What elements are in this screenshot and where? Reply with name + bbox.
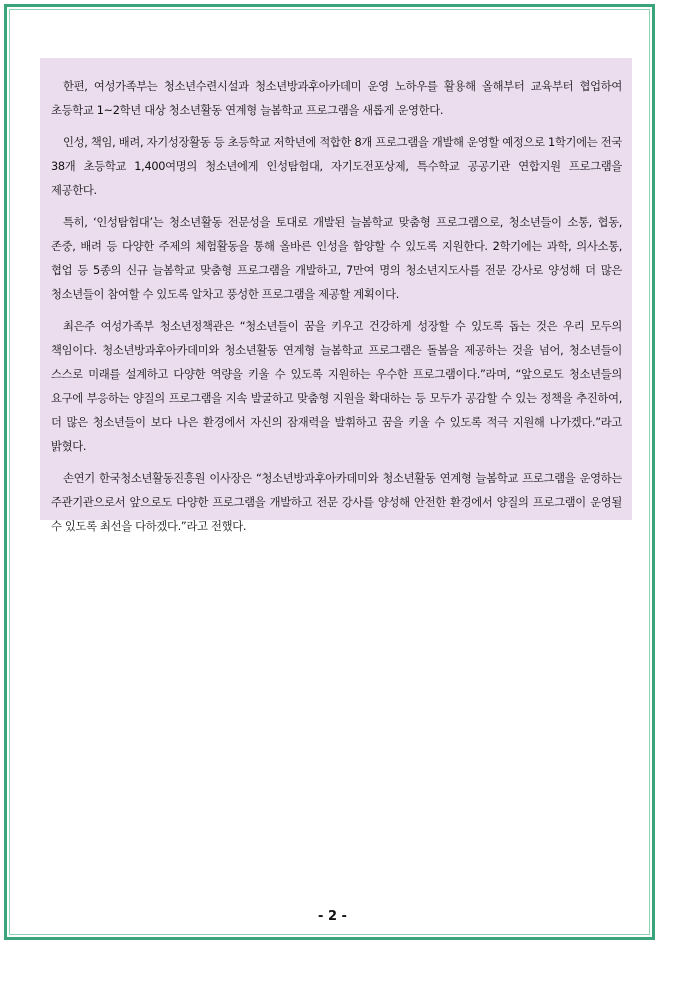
page-number: - 2 -: [318, 909, 347, 924]
paragraph-4: 최은주 여성가족부 청소년정책관은 “청소년들이 꿈을 키우고 건강하게 성장할 수 있도록 돕는 것은 우리 모두의 책임이다. 청소년방과후아카데미와 청소년활동 연계형 늘봄학교 프로그램은 돌봄을 제공하는 것을 넘어, 청소년들이 스스로 미래를 설계하고 다양한 역량을 키울 수 있도록 지원하는 우수한 프로그램이다.”라며, “앞으로도 청소년들의 요구에 부응하는 양질의 프로그램을 지속 발굴하고 맞춤형 지원을 확대하는 등 모두가 공감할 수 있는 정책을 추진하여, 더 많은 청소년들이 보다 나은 환경에서 자신의 잠재력을 발휘하고 꿈을 키울 수 있도록 적극 지원해 나가겠다.”라고 밝혔다.: [51, 320, 622, 453]
page-frame: [4, 4, 655, 940]
paragraph-3: 특히, ‘인성탐험대’는 청소년활동 전문성을 토대로 개발된 늘봄학교 맞춤형 프로그램으로, 청소년들이 소통, 협동, 존중, 배려 등 다양한 주제의 체험활동을 통해 올바른 인성을 함양할 수 있도록 지원한다. 2학기에는 과학, 의사소통, 협업 등 5종의 신규 늘봄학교 맞춤형 프로그램을 개발하고, 7만여 명의 청소년지도사를 전문 강사로 양성해 더 많은 청소년들이 참여할 수 있도록 알차고 풍성한 프로그램을 제공할 계획이다.: [51, 216, 622, 301]
paragraph-5: 손연기 한국청소년활동진흥원 이사장은 “청소년방과후아카데미와 청소년활동 연계형 늘봄학교 프로그램을 운영하는 주관기관으로서 앞으로도 다양한 프로그램을 개발하고 전문 강사를 양성해 안전한 환경에서 양질의 프로그램이 운영될 수 있도록 최선을 다하겠다.”라고 전했다.: [51, 472, 622, 533]
content-box: [40, 58, 632, 533]
paragraph-2: 인성, 책임, 배려, 자기성장활동 등 초등학교 저학년에 적합한 8개 프로그램을 개발해 운영할 예정으로 1학기에는 전국 38개 초등학교 1,400여명의 청소년에게 인성탐험대, 자기도전포상제, 특수학교 공공기관 연합지원 프로그램을 제공한다.: [51, 136, 622, 197]
paragraph-1: 한편, 여성가족부는 청소년수련시설과 청소년방과후아카데미 운영 노하우를 활용해 올해부터 교육부터 협업하여 초등학교 1~2학년 대상 청소년활동 연계형 늘봄학교 프로그램을 새롭게 운영한다.: [51, 80, 622, 117]
